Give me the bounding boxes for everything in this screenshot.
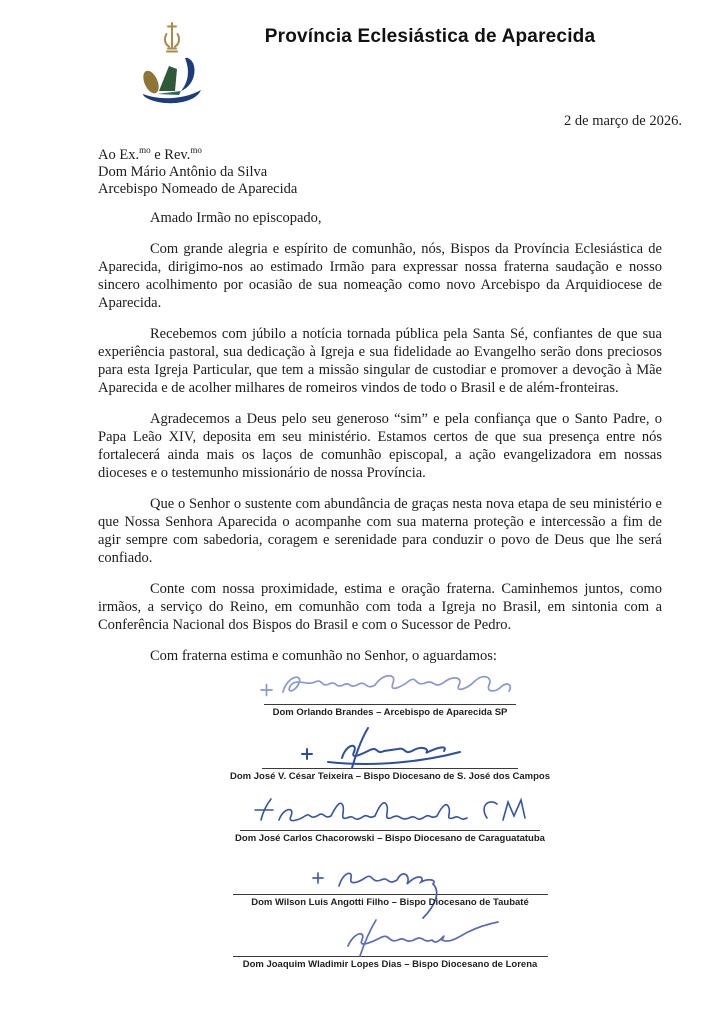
closing-line: Com fraterna estima e comunhão no Senhor, o aguardamos: xyxy=(150,648,497,664)
recipient-honorific: Ao Ex.$^{mo}$ e Rev.$^{mo}$ xyxy=(98,145,202,163)
page-title: Província Eclesiástica de Aparecida xyxy=(264,26,596,47)
crown-icon xyxy=(157,20,187,54)
handwritten-signature-icon xyxy=(260,918,520,956)
body-paragraph: Conte com nossa proximidade, estima e oração fraterna. Caminhemos juntos, como irmãos, a serviço do Reino, em comunhão com toda a Igreja no Brasil, em sintonia com a Conferência Nacional dos Bispos do Brasil e com o Sucessor de Pedro. xyxy=(98,581,662,633)
signature-name: Dom José V. César Teixeira – Bispo Diocesano de S. José dos Campos xyxy=(230,771,550,782)
signature-line xyxy=(262,768,518,770)
body-paragraph: Com grande alegria e espírito de comunhão, nós, Bispos da Província Eclesiástica de Aparecida, dirigimo-nos ao estimado Irmão para expressar nossa fraterna saudação e nosso sincero acolhimento por ocasião de sua nomeação como novo Arcebispo da Arquidiocese de Aparecida. xyxy=(98,241,662,311)
signature-name: Dom Wilson Luis Angotti Filho – Bispo Diocesano de Taubaté xyxy=(251,897,529,908)
signature-block xyxy=(205,726,575,782)
signature-block xyxy=(205,794,575,844)
letter-body xyxy=(98,209,662,678)
recipient-title: Arcebispo Nomeado de Aparecida xyxy=(98,181,298,197)
body-paragraph: Agradecemos a Deus pelo seu generoso “sim” e pela confiança que o Santo Padre, o Papa Leão XIV, deposita em seu ministério. Estamos certos de que sua presença entre nós fortalecerá ainda mais os laços de comunhão episcopal, a ação evangelizadora em nossas dioceses e o testemunho missionário de nossa Província. xyxy=(98,411,662,481)
signature-block xyxy=(205,918,575,970)
recipient-block xyxy=(98,147,297,198)
signature-block xyxy=(205,666,575,718)
provincia-logo xyxy=(134,20,210,106)
handwritten-signature-icon xyxy=(290,726,490,768)
handwritten-signature-icon xyxy=(247,794,533,830)
handwritten-signature-icon xyxy=(245,666,535,704)
signature-block xyxy=(205,858,575,908)
recipient-name: Dom Mário Antônio da Silva xyxy=(98,164,268,180)
signature-line xyxy=(233,956,548,958)
boat-icon xyxy=(137,54,207,106)
salutation: Amado Irmão no episcopado, xyxy=(150,210,322,226)
body-paragraph: Que o Senhor o sustente com abundância de graças nesta nova etapa de seu ministério e que Nossa Senhora Aparecida o acompanhe com sua materna proteção e intercessão a fim de agir sempre com sabedoria, coragem e serenidade para conduzir o povo de Deus que lhe será confiado. xyxy=(98,496,662,566)
signature-name: Dom Joaquim Wladimir Lopes Dias – Bispo Diocesano de Lorena xyxy=(242,959,538,970)
date-line: 2 de março de 2026. xyxy=(564,113,682,129)
signature-line xyxy=(264,704,516,706)
body-paragraph: Recebemos com júbilo a notícia tornada pública pela Santa Sé, confiantes de que sua experiência pastoral, sua dedicação à Igreja e sua fidelidade ao Evangelho serão dons preciosos para esta Igreja Particular, que tem a missão singular de custodiar e promover a devoção à Mãe Aparecida e de acolher milhares de romeiros vindos de todo o Brasil e de além-fronteiras. xyxy=(98,326,662,396)
signature-line xyxy=(233,894,548,896)
handwritten-signature-icon xyxy=(285,858,495,894)
signature-line xyxy=(240,830,540,832)
signature-name: Dom José Carlos Chacorowski – Bispo Diocesano de Caraguatatuba xyxy=(235,833,545,844)
signature-name: Dom Orlando Brandes – Arcebispo de Aparecida SP xyxy=(272,707,508,718)
